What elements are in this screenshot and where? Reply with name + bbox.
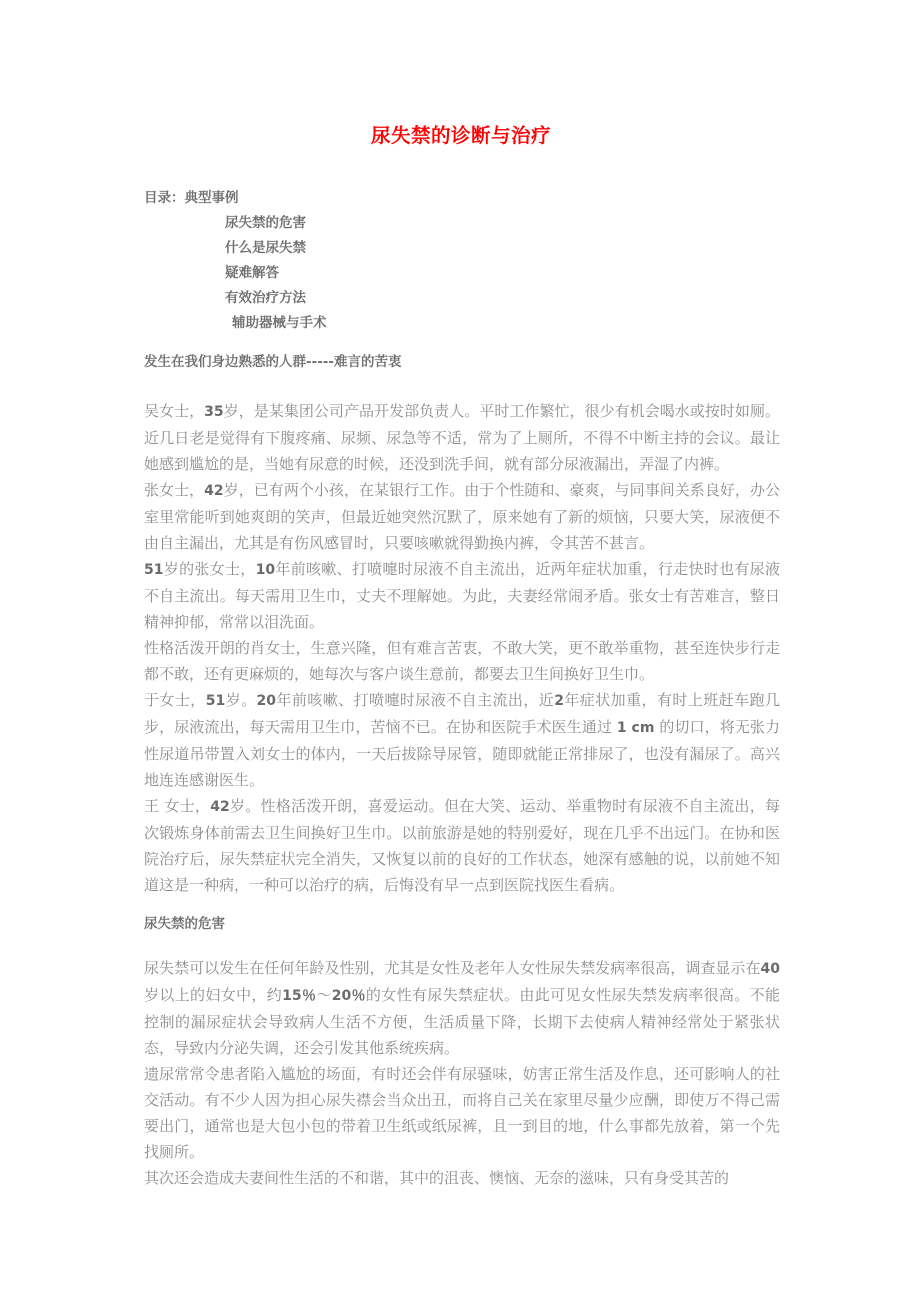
paragraph: 于女士，51岁。20年前咳嗽、打喷嚏时尿液不自主流出，近2年症状加重，有时上班赶车跑几步，尿液流出，每天需用卫生巾，苦恼不已。在协和医院手术医生通过 1 cm 的切口，将无张力性尿道吊带置入刘女士的体内，一天后拔除导尿管，随即就能正常排尿了，也没有漏尿了。高兴地连连感谢医生。: [144, 691, 780, 789]
inline-number: 20％: [331, 988, 366, 1004]
section-body-harm: [144, 955, 780, 1191]
toc-item-devices-surgery[interactable]: 辅助器械与手术: [232, 315, 327, 331]
section-heading-harm: 尿失禁的危害: [144, 916, 225, 932]
inline-number: 20: [256, 693, 276, 709]
inline-number: 51: [205, 693, 226, 709]
toc-item-faq[interactable]: 疑难解答: [225, 265, 279, 281]
inline-number: 1 cm: [616, 720, 655, 736]
paragraph: 王 女士，42岁。性格活泼开朗，喜爱运动。但在大笑、运动、举重物时有尿液不自主流出，每次锻炼身体前需去卫生间换好卫生巾。以前旅游是她的特别爱好，现在几乎不出远门。在协和医院治疗后，尿失禁症状完全消失，又恢复以前的良好的工作状态，她深有感触的说，以前她不知道这是一种病，一种可以治疗的病，后悔没有早一点到医院找医生看病。: [144, 797, 780, 894]
inline-number: 15％: [282, 988, 317, 1004]
inline-number: 40: [760, 961, 780, 977]
inline-number: 10: [255, 562, 276, 578]
section-heading-cases: 发生在我们身边熟悉的人群-----难言的苦衷: [144, 354, 402, 370]
paragraph: 遗尿常常令患者陷入尴尬的场面，有时还会伴有尿骚味，妨害正常生活及作息，还可影响人的社交活动。有不少人因为担心尿失襟会当众出丑，而将自己关在家里尽量少应酬，即使万不得己需要出门，通常也是大包小包的带着卫生纸或纸尿裤，且一到目的地，什么事都先放着，第一个先找厕所。: [144, 1065, 780, 1161]
page-title: 尿失禁的诊断与治疗: [370, 124, 551, 147]
paragraph: 张女士，42岁，已有两个小孩，在某银行工作。由于个性随和、豪爽，与同事间关系良好，办公室里常能听到她爽朗的笑声，但最近她突然沉默了，原来她有了新的烦恼，只要大笑，尿液便不由自主漏出，尤其是有伤风感冒时，只要咳嗽就得勤换内裤，令其苦不甚言。: [144, 481, 780, 552]
inline-number: 51: [144, 562, 164, 578]
inline-number: 2: [554, 693, 564, 709]
paragraph: 吴女士，35岁，是某集团公司产品开发部负责人。平时工作繁忙，很少有机会喝水或按时如厕。近几日老是觉得有下腹疼痛、尿频、尿急等不适，常为了上厕所，不得不中断主持的会议。最让她感到尴尬的是，当她有尿意的时候，还没到洗手间，就有部分尿液漏出，弄湿了内裤。: [144, 402, 780, 473]
inline-number: 42: [210, 799, 230, 815]
paragraph: 性格活泼开朗的肖女士，生意兴隆，但有难言苦衷，不敢大笑，更不敢举重物，甚至连快步行走都不敢，还有更麻烦的，她每次与客户谈生意前，都要去卫生间换好卫生巾。: [144, 639, 780, 683]
inline-number: 42: [204, 483, 224, 499]
paragraph: 51岁的张女士，10年前咳嗽、打喷嚏时尿液不自主流出，近两年症状加重，行走快时也有尿液不自主流出。每天需用卫生巾，丈夫不理解她。为此，夫妻经常闹矛盾。张女士有苦难言，整日精神抑郁，常常以泪洗面。: [144, 560, 780, 631]
toc-item-harm[interactable]: 尿失禁的危害: [225, 215, 306, 231]
inline-number: 35: [204, 404, 224, 420]
section-body-cases: [144, 398, 780, 898]
table-of-contents: [144, 186, 778, 336]
paragraph: 尿失禁可以发生在任何年龄及性别，尤其是女性及老年人女性尿失禁发病率很高，调查显示在40岁以上的妇女中，约15％～20％的女性有尿失禁症状。由此可见女性尿失禁发病率很高。不能控制的漏尿症状会导致病人生活不方便，生活质量下降，长期下去使病人精神经常处于紧张状态，导致内分泌失调，还会引发其他系统疾病。: [144, 959, 780, 1057]
toc-item-treatment[interactable]: 有效治疗方法: [225, 290, 306, 306]
toc-item-definition[interactable]: 什么是尿失禁: [225, 240, 306, 256]
paragraph: 其次还会造成夫妻间性生活的不和谐，其中的沮丧、懊恼、无奈的滋味，只有身受其苦的: [144, 1169, 730, 1187]
toc-label: 目录：典型事例: [144, 190, 239, 206]
